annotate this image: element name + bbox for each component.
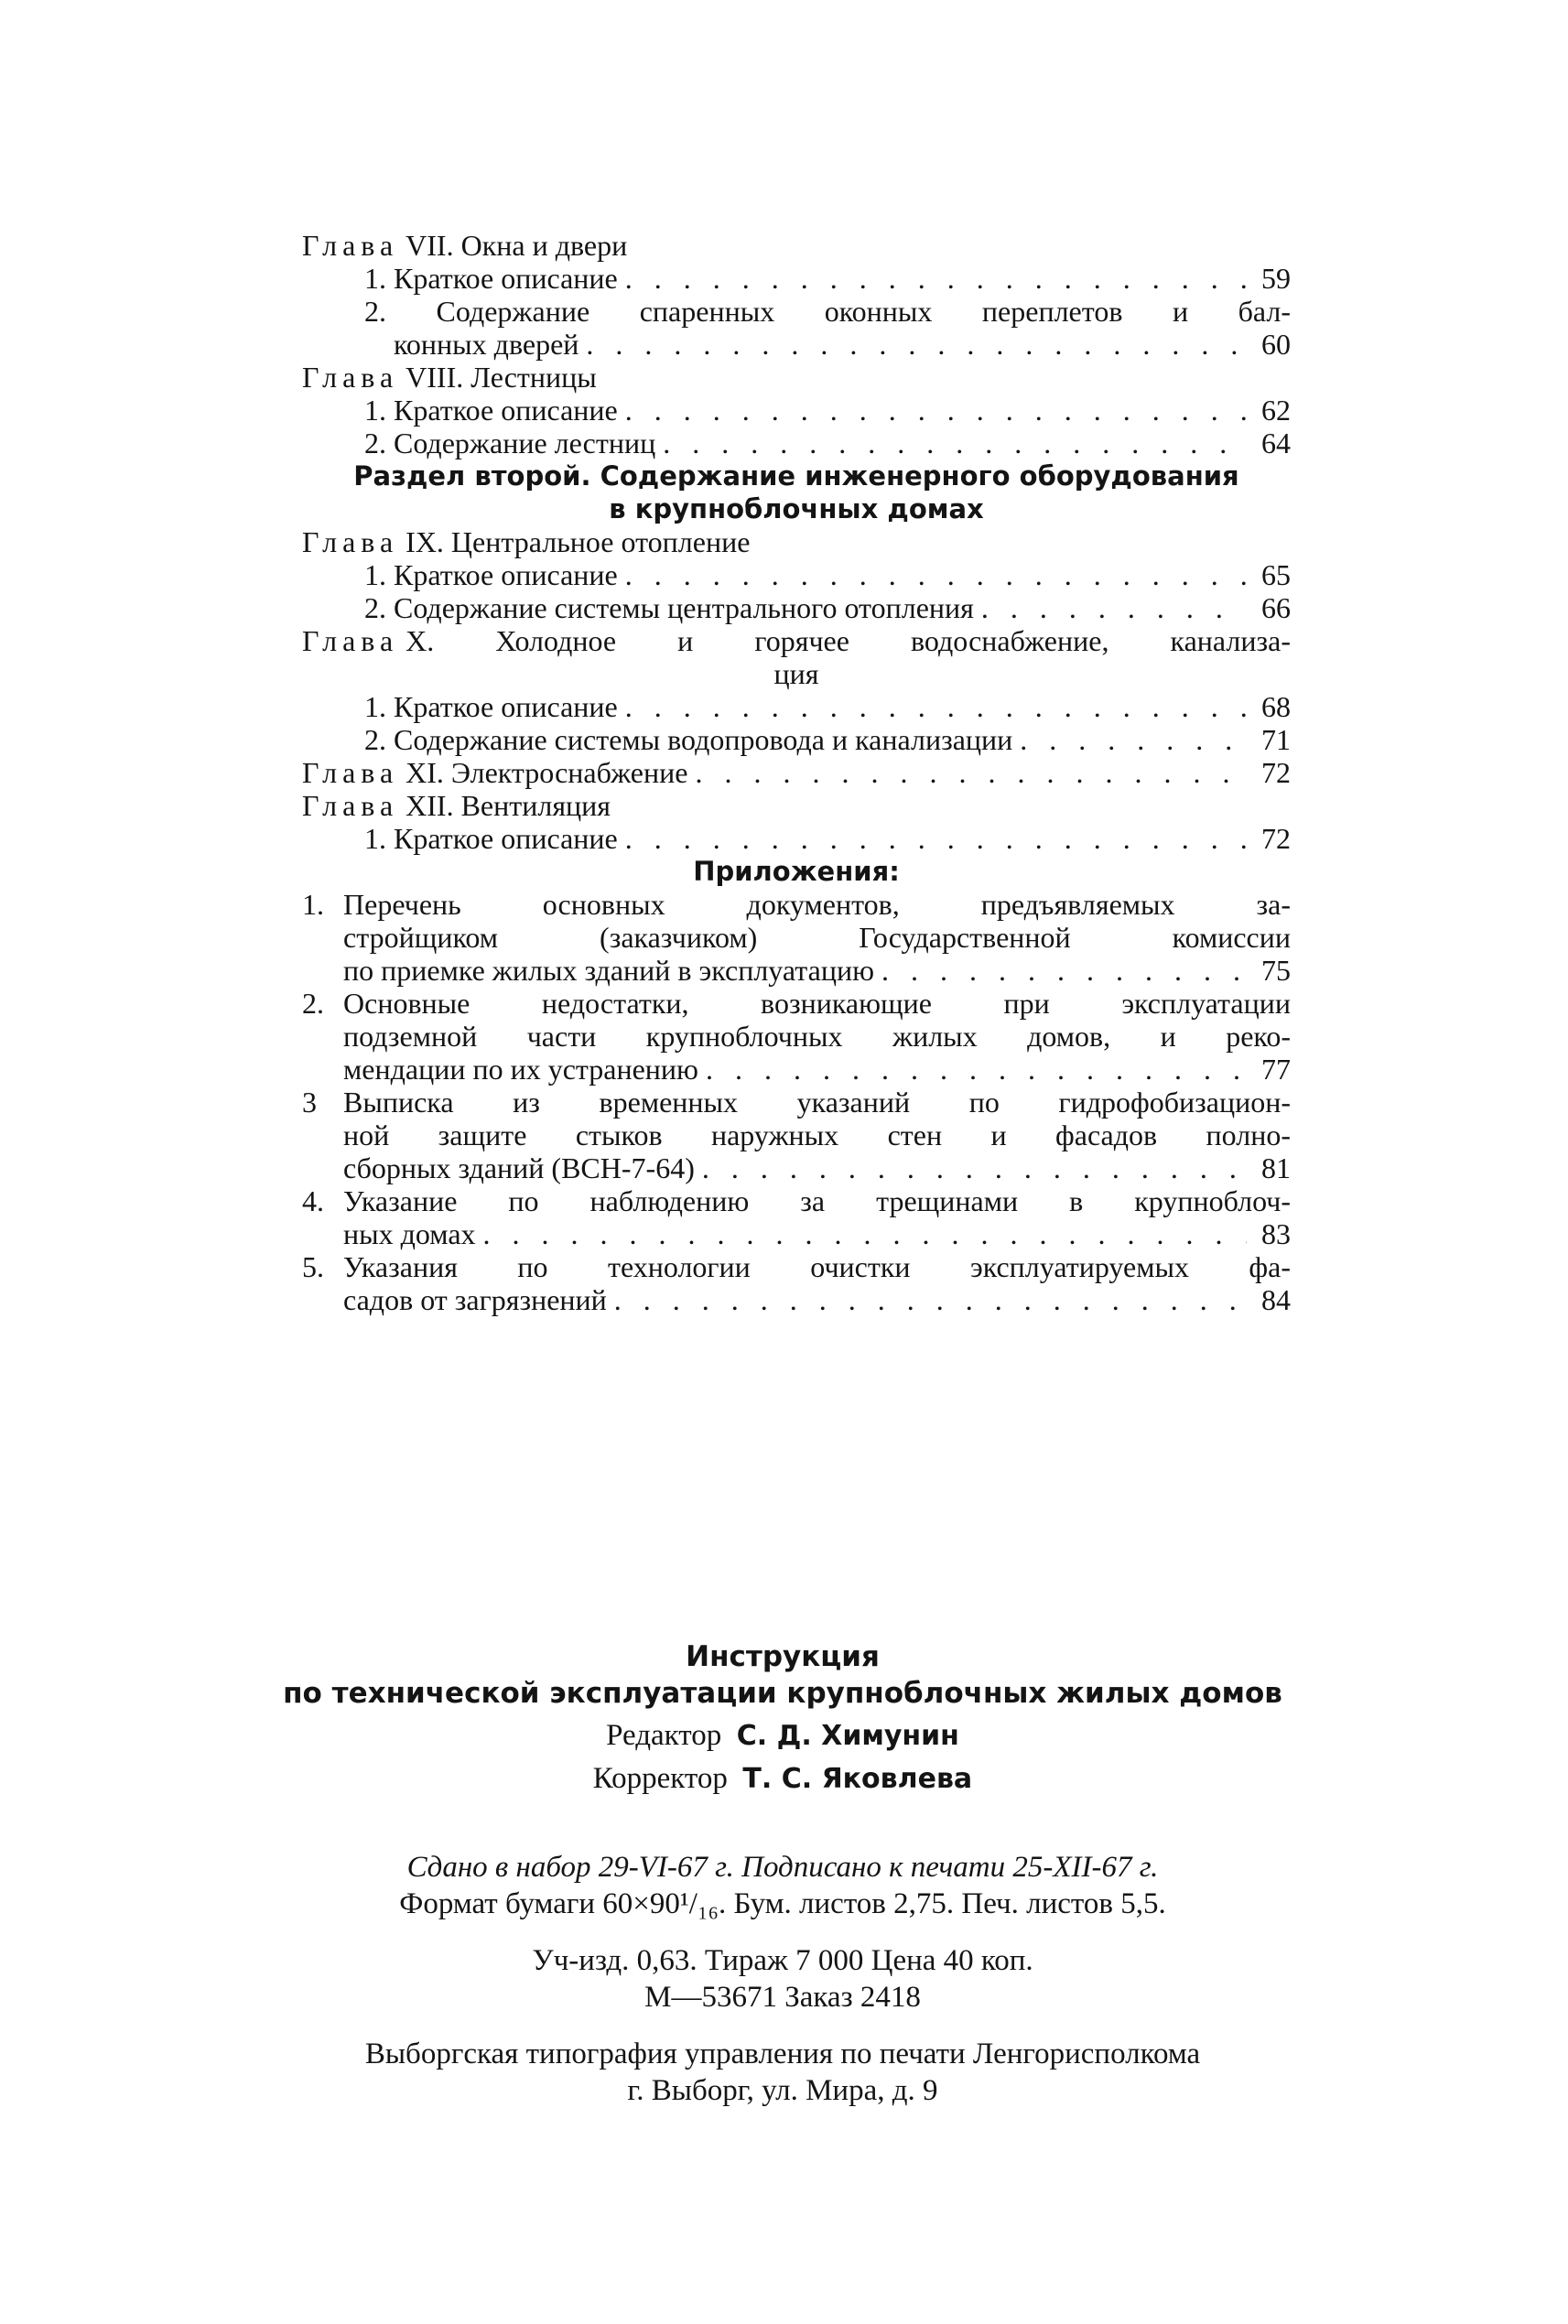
appendix-line <box>302 1283 1291 1316</box>
editor-line <box>247 1717 1318 1755</box>
toc-entry-text: 1. Краткое описание <box>364 558 618 591</box>
editor-name: С. Д. Химунин <box>736 1720 959 1752</box>
chapter-title: XI. Электроснабжение <box>406 756 688 789</box>
chapter-title: IX. Центральное отопление <box>406 525 751 558</box>
page-number: 71 <box>1261 723 1291 756</box>
appendix-text: стройщиком (заказчиком) Государственной комиссии <box>343 921 1291 954</box>
print-info-line1: Сдано в набор 29-VI-67 г. Подписано к печати 25-XII-67 г. <box>406 1851 1159 1884</box>
chapter-label: Глава <box>302 789 399 822</box>
toc-entry <box>302 558 1291 591</box>
page-number: 68 <box>1261 690 1291 723</box>
print-info-line2: Формат бумаги 60×90¹/₁₆. Бум. листов 2,75. Печ. листов 5,5. <box>399 1887 1166 1920</box>
appendix-line <box>302 954 1291 987</box>
toc-entry-text: 1. Краткое описание <box>364 822 618 855</box>
chapter-label: Глава <box>302 229 399 262</box>
section-heading <box>302 459 1291 525</box>
appendix-number: 4. <box>302 1184 324 1217</box>
appendix-entry-4 <box>302 1184 1291 1217</box>
chapter-title: VIII. Лестницы <box>406 361 597 394</box>
chapter-label: Глава <box>302 756 399 789</box>
print-info-line3: Уч-изд. 0,63. Тираж 7 000 Цена 40 коп. <box>532 1944 1033 1977</box>
appendix-text: ной защите стыков наружных стен и фасадов полно- <box>343 1119 1291 1151</box>
print-info-line4: М—53671 Заказ 2418 <box>644 1981 921 2014</box>
toc-entry-text: 1. Краткое описание <box>364 394 618 427</box>
appendix-line <box>302 1020 1291 1053</box>
toc-entry-text: 2. Содержание спаренных оконных переплетов и бал- <box>364 295 1291 328</box>
appendix-heading: Приложения: <box>693 856 900 887</box>
leader-dots <box>1020 723 1247 756</box>
leader-dots <box>586 328 1247 361</box>
appendix-text: по приемке жилых зданий в эксплуатацию <box>343 954 874 987</box>
printer-line1: Выборгская типография управления по печати Ленгорисполкома <box>364 2038 1201 2070</box>
chapter-title: X. Холодное и горячее водоснабжение, канализа- <box>406 624 1291 657</box>
chapter-10-heading <box>302 624 1291 657</box>
page-number: 83 <box>1261 1217 1291 1250</box>
book-subtitle: по технической эксплуатации крупноблочных жилых домов <box>283 1677 1282 1710</box>
toc-entry-text: 2. Содержание лестниц <box>364 427 656 459</box>
toc-entry-text: 1. Краткое описание <box>364 262 618 295</box>
appendix-text: Выписка из временных указаний по гидрофобизацион- <box>343 1086 1291 1119</box>
page-number: 65 <box>1261 558 1291 591</box>
leader-dots <box>881 954 1247 987</box>
appendix-entry-2 <box>302 987 1291 1020</box>
toc-entry-text: 1. Краткое описание <box>364 690 618 723</box>
leader-dots <box>702 1151 1247 1184</box>
leader-dots <box>625 690 1247 723</box>
page-number: 59 <box>1261 262 1291 295</box>
appendix-number: 3 <box>302 1086 317 1119</box>
chapter-8-heading <box>302 361 1291 394</box>
leader-dots <box>981 591 1247 624</box>
section-heading-line1: Раздел второй. Содержание инженерного оборудования <box>353 460 1239 492</box>
chapter-label: Глава <box>302 624 399 657</box>
appendix-entry-1 <box>302 888 1291 921</box>
book-title: Инструкция <box>686 1640 880 1673</box>
appendix-line <box>302 1217 1291 1250</box>
leader-dots <box>614 1283 1247 1316</box>
chapter-12-heading <box>302 789 1291 822</box>
toc-entry <box>302 394 1291 427</box>
appendix-text: Указание по наблюдению за трещинами в крупноблоч- <box>343 1184 1291 1217</box>
toc-entry <box>302 822 1291 855</box>
chapter-9-heading <box>302 525 1291 558</box>
page-number: 72 <box>1261 822 1291 855</box>
page-number: 62 <box>1261 394 1291 427</box>
leader-dots <box>625 822 1247 855</box>
corrector-line <box>247 1760 1318 1798</box>
appendix-text: сборных зданий (ВСН-7-64) <box>343 1151 695 1184</box>
appendix-text: подземной части крупноблочных жилых домов, и реко- <box>343 1020 1291 1053</box>
page-number: 64 <box>1261 427 1291 459</box>
toc-entry-text: конных дверей <box>394 328 579 361</box>
appendix-entry-5 <box>302 1250 1291 1283</box>
table-of-contents <box>302 229 1291 1316</box>
toc-entry <box>302 262 1291 295</box>
toc-entry-line1 <box>302 295 1291 328</box>
leader-dots <box>625 394 1247 427</box>
appendix-number: 1. <box>302 888 324 921</box>
leader-dots <box>706 1053 1247 1086</box>
appendix-entry-3 <box>302 1086 1291 1119</box>
appendix-number: 2. <box>302 987 324 1020</box>
page-number: 60 <box>1261 328 1291 361</box>
page-number: 81 <box>1261 1151 1291 1184</box>
appendix-line <box>302 1053 1291 1086</box>
leader-dots <box>625 558 1247 591</box>
appendix-number: 5. <box>302 1250 324 1283</box>
toc-entry-text: 2. Содержание системы водопровода и канализации <box>364 723 1013 756</box>
appendix-text: мендации по их устранению <box>343 1053 698 1086</box>
toc-entry <box>302 690 1291 723</box>
page-number: 72 <box>1261 756 1291 789</box>
toc-entry <box>302 591 1291 624</box>
page-number: 84 <box>1261 1283 1291 1316</box>
chapter-title: VII. Окна и двери <box>406 229 628 262</box>
toc-entry-text: 2. Содержание системы центрального отопления <box>364 591 974 624</box>
printer-line2: г. Выборг, ул. Мира, д. 9 <box>627 2074 938 2107</box>
appendix-line <box>302 1151 1291 1184</box>
editor-role: Редактор <box>606 1719 722 1752</box>
appendix-line <box>302 1119 1291 1151</box>
chapter-title: XII. Вентиляция <box>406 789 611 822</box>
page-number: 66 <box>1261 591 1291 624</box>
corrector-role: Корректор <box>592 1762 728 1795</box>
toc-entry <box>302 427 1291 459</box>
toc-entry-line2 <box>302 328 1291 361</box>
appendix-text: садов от загрязнений <box>343 1283 607 1316</box>
appendix-line <box>302 921 1291 954</box>
toc-entry <box>302 723 1291 756</box>
section-heading-line2: в крупноблочных домах <box>609 493 984 524</box>
leader-dots <box>483 1217 1247 1250</box>
appendix-text: Основные недостатки, возникающие при эксплуатации <box>343 987 1291 1020</box>
chapter-label: Глава <box>302 361 399 394</box>
chapter-11-heading <box>302 756 1291 789</box>
appendix-text: Указания по технологии очистки эксплуатируемых фа- <box>343 1250 1291 1283</box>
appendix-text: Перечень основных документов, предъявляемых за- <box>343 888 1291 921</box>
chapter-7-heading <box>302 229 1291 262</box>
page-number: 75 <box>1261 954 1291 987</box>
leader-dots <box>625 262 1247 295</box>
page-number: 77 <box>1261 1053 1291 1086</box>
leader-dots <box>695 756 1247 789</box>
colophon <box>247 1638 1318 2109</box>
appendix-text: ных домах <box>343 1217 476 1250</box>
chapter-title-cont: ция <box>773 657 819 690</box>
leader-dots <box>663 427 1247 459</box>
chapter-label: Глава <box>302 525 399 558</box>
corrector-name: Т. С. Яковлева <box>742 1763 973 1795</box>
